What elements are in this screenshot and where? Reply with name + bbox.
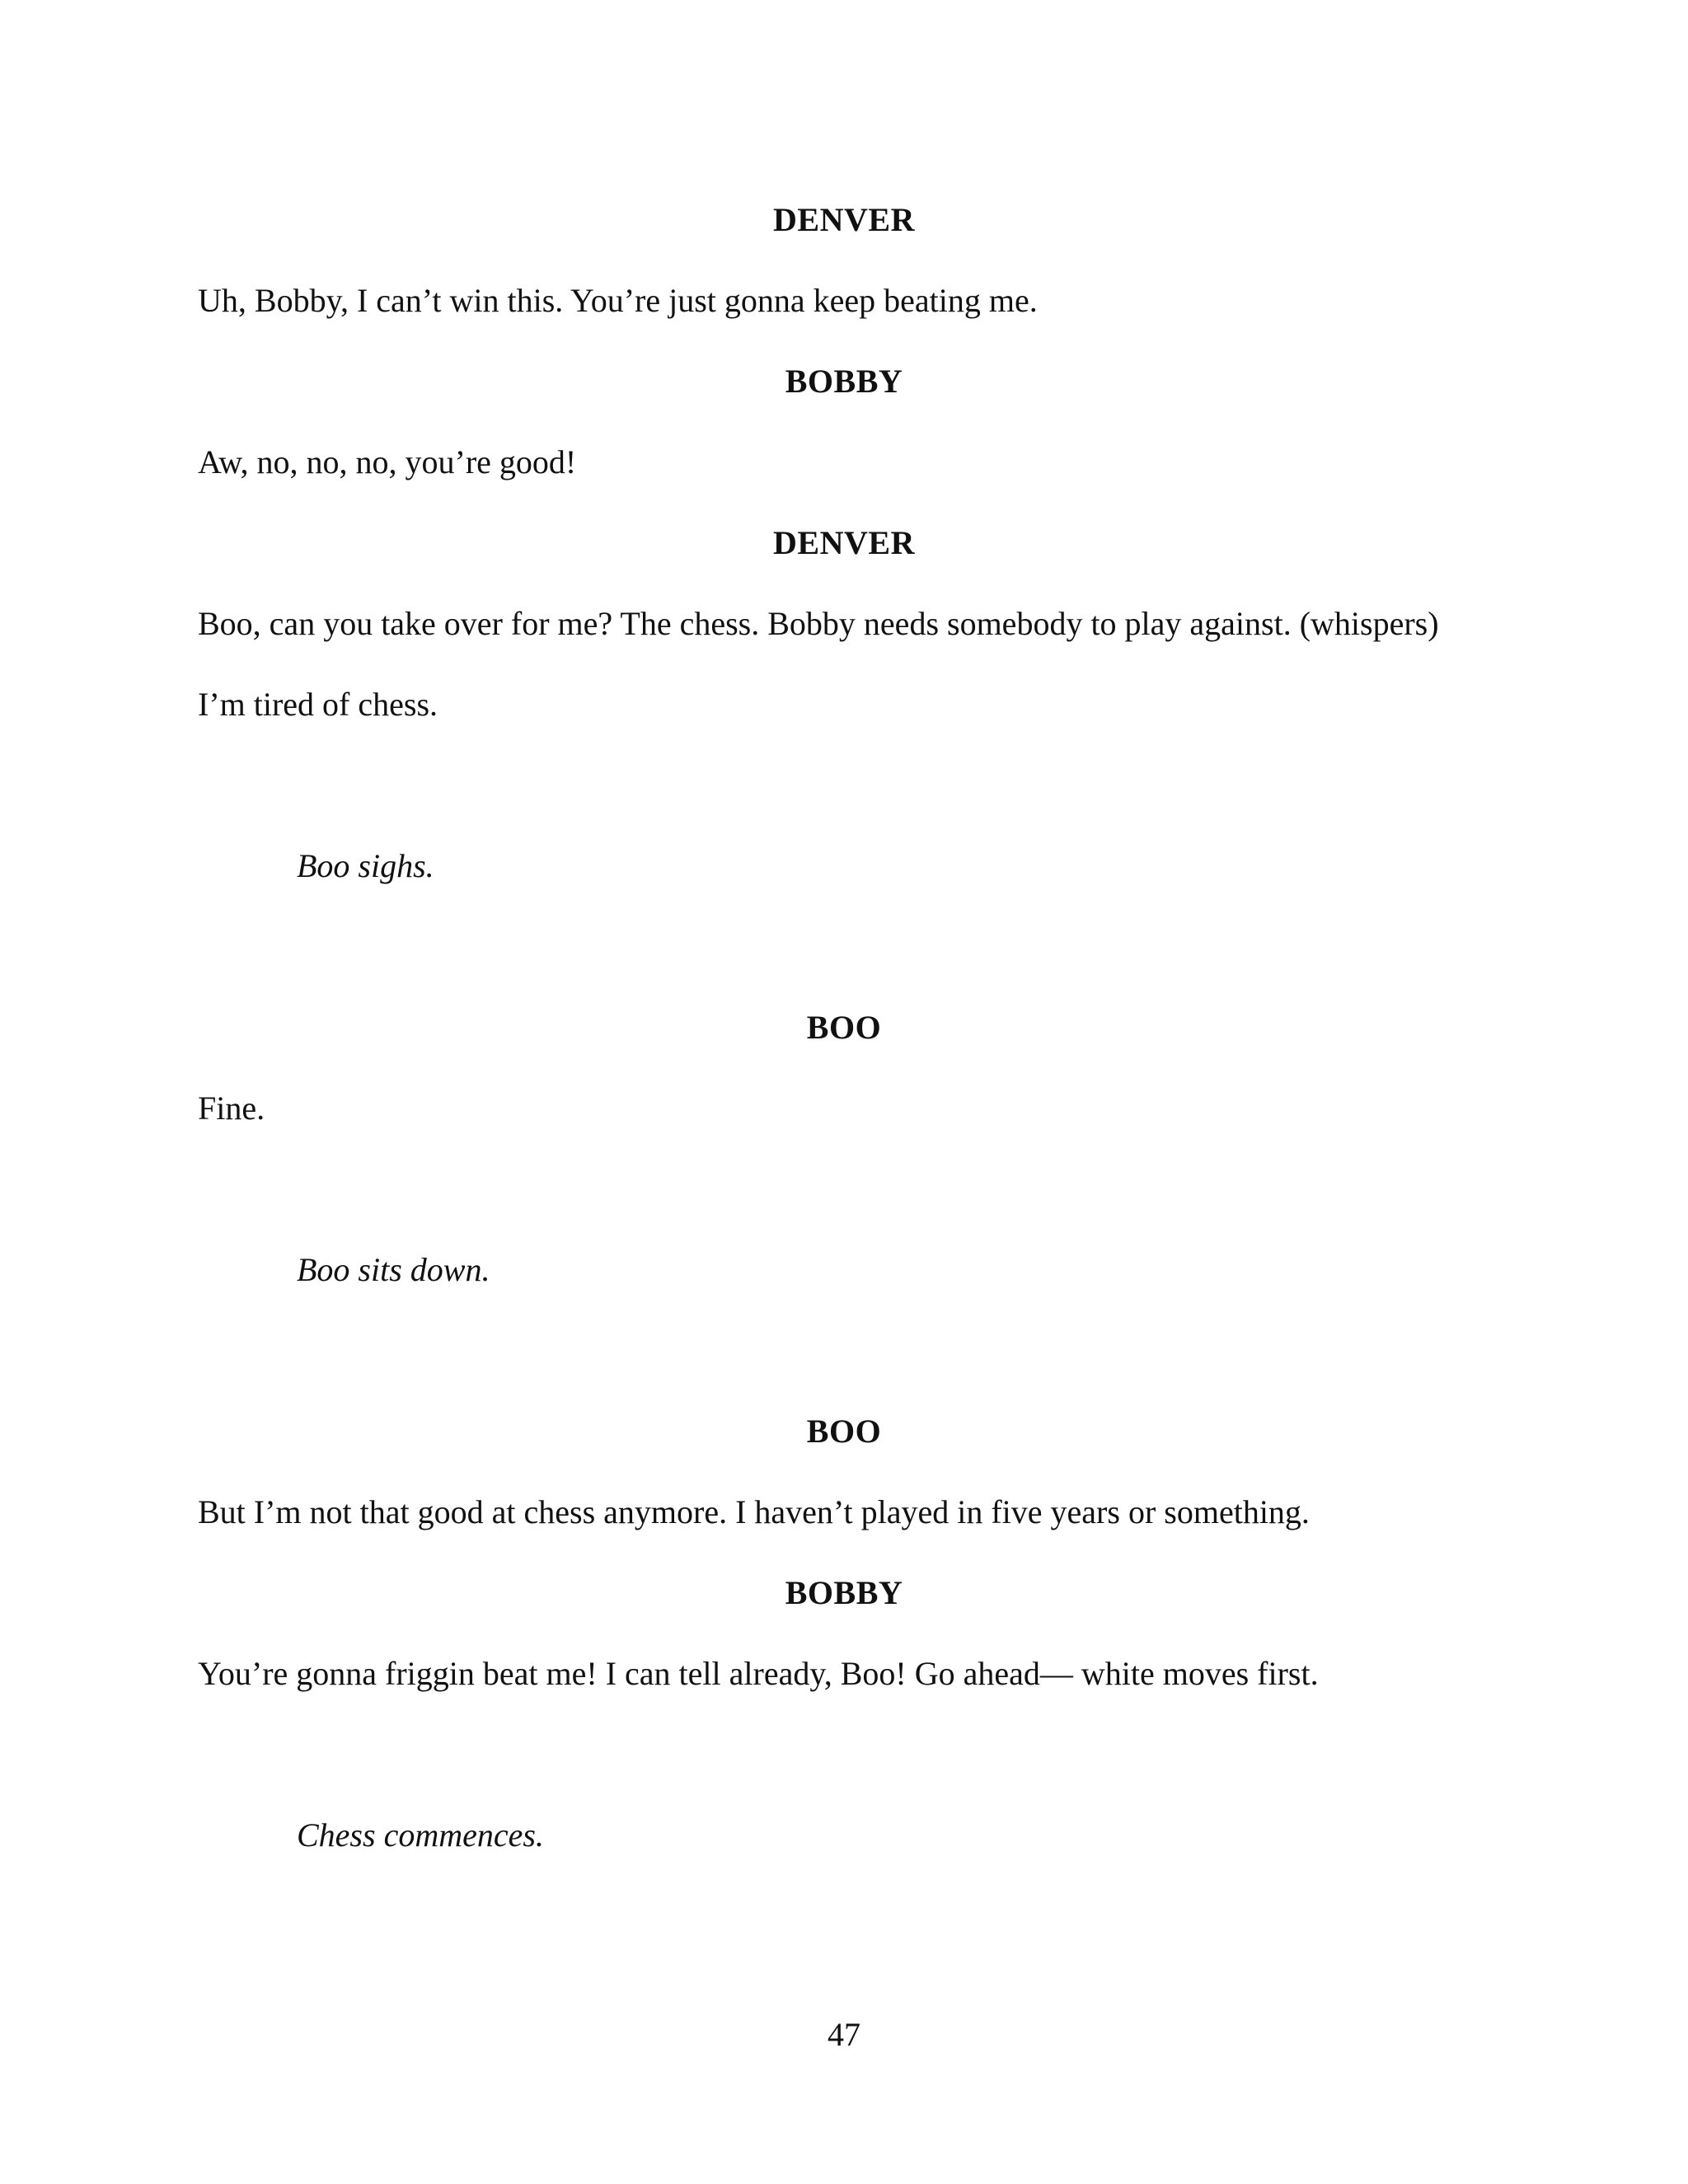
page-number: 47 bbox=[828, 2016, 860, 2053]
dialogue-line: Aw, no, no, no, you’re good! bbox=[198, 443, 577, 480]
stage-direction: Boo sighs. bbox=[297, 847, 434, 884]
speaker-name: DENVER bbox=[773, 524, 915, 561]
dialogue-line: You’re gonna friggin beat me! I can tell already, Boo! Go ahead— white moves first. bbox=[198, 1655, 1319, 1692]
speaker-name: BOBBY bbox=[785, 363, 903, 400]
stage-direction: Boo sits down. bbox=[297, 1251, 490, 1288]
dialogue-line: Uh, Bobby, I can’t win this. You’re just gonna keep beating me. bbox=[198, 282, 1038, 319]
stage-direction: Chess commences. bbox=[297, 1816, 544, 1854]
speaker-name: DENVER bbox=[773, 201, 915, 238]
dialogue-line: Boo, can you take over for me? The chess. Bobby needs somebody to play against. (whispers) bbox=[198, 605, 1439, 642]
speaker-name: BOO bbox=[806, 1009, 882, 1046]
speaker-name: BOBBY bbox=[785, 1574, 903, 1611]
dialogue-line: But I’m not that good at chess anymore. I haven’t played in five years or something. bbox=[198, 1493, 1310, 1530]
dialogue-line: I’m tired of chess. bbox=[198, 686, 438, 723]
speaker-name: BOO bbox=[806, 1413, 882, 1450]
dialogue-line: Fine. bbox=[198, 1090, 265, 1127]
